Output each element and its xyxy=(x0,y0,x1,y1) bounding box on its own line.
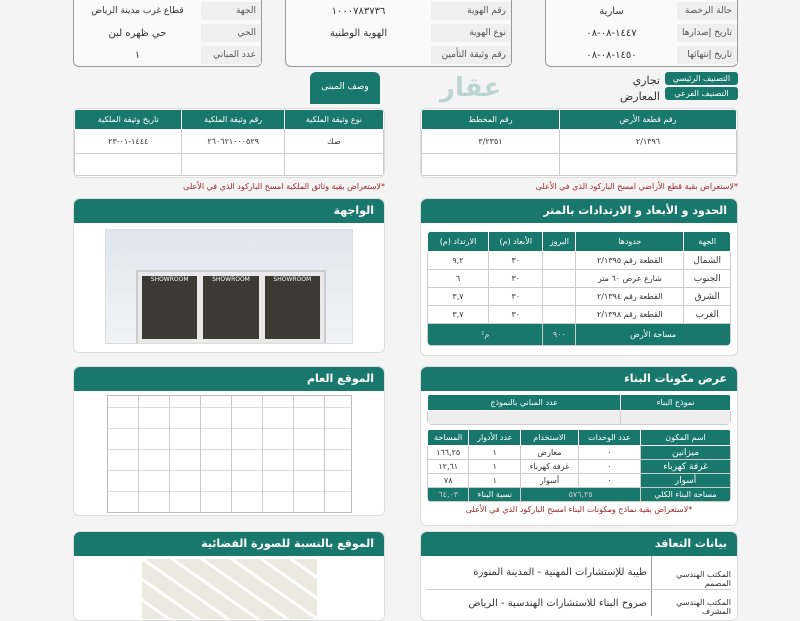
table-cell: ٠ xyxy=(578,474,640,488)
table-cell: أسوار xyxy=(641,474,731,488)
location-box xyxy=(73,0,262,67)
table-cell: أسوار xyxy=(521,474,579,488)
expiry-date: ١٤٥٠-٠٨-٠٨ xyxy=(586,49,637,61)
main-class-label: التصنيف الرئيسي xyxy=(665,72,738,85)
col-header: رقم قطعة الأرض xyxy=(559,110,736,130)
table-cell: ٣,٧ xyxy=(428,306,489,324)
label: المكتب الهندسي المشرف xyxy=(651,590,731,616)
table-cell: ٣٠ xyxy=(489,252,543,270)
col-header: عدد المباني بالنموذج xyxy=(428,395,621,411)
col-header: حدودها xyxy=(576,232,684,252)
components-panel xyxy=(420,366,738,526)
col-header: اسم المكون xyxy=(641,430,731,446)
plot-number: ٢/١٣٩٦ xyxy=(559,130,736,154)
boundaries-panel xyxy=(420,198,738,356)
table-cell: القطعة رقم ٢/١٣٩٨ xyxy=(576,306,684,324)
label: رقم وثيقة التأمين xyxy=(431,46,511,64)
owner-box xyxy=(285,0,512,67)
table-cell: ١ xyxy=(469,460,521,474)
empty-cell xyxy=(75,154,182,176)
table-cell: غرفة كهرباء xyxy=(521,460,579,474)
contract-title: بيانات التعاقد xyxy=(421,532,737,556)
empty-cell xyxy=(621,411,731,425)
district: حي ظهره لبن xyxy=(108,27,167,39)
satellite-panel xyxy=(73,531,385,621)
table-cell: ميزانين xyxy=(641,446,731,460)
sub-class-label: التصنيف الفرعي xyxy=(665,87,738,100)
sub-class: المعارض xyxy=(619,90,660,103)
classification-values xyxy=(570,73,660,105)
table-cell: ٠ xyxy=(578,446,640,460)
empty-cell xyxy=(422,154,560,176)
issue-date: ١٤٤٧-٠٨-٠٨ xyxy=(586,27,637,39)
designer-office: طيبة للإستشارات المهنية - المدينة المنورة xyxy=(473,567,647,578)
table-cell: ٩,٢ xyxy=(428,252,489,270)
facade-title: الواجهة xyxy=(74,199,384,223)
empty-cell xyxy=(428,411,621,425)
table-cell: الشمال xyxy=(684,252,731,270)
col-header: رقم وثيقة الملكية xyxy=(182,110,284,130)
label: تاريخ إصدارها xyxy=(677,24,737,42)
table-cell: ٣٠ xyxy=(489,306,543,324)
tab-building-description[interactable]: وصف المبنى xyxy=(310,72,380,104)
components-table xyxy=(427,429,731,502)
col-header: رقم المخطط xyxy=(422,110,560,130)
table-cell: ١٦٦,٢٥ xyxy=(428,446,469,460)
main-class: تجاري xyxy=(632,74,660,87)
land-note: *لاستعراض بقية قطع الأراضي امسح الباركود الذي في الأعلى xyxy=(535,182,738,191)
table-cell: ٣,٧ xyxy=(428,288,489,306)
ratio-label: نسبة البناء xyxy=(469,488,521,502)
table-cell: ٧٨ xyxy=(428,474,469,488)
table-cell: ١ xyxy=(469,474,521,488)
table-cell xyxy=(543,288,576,306)
table-cell xyxy=(543,270,576,288)
area-label: مساحة الأرض xyxy=(576,324,731,346)
col-header: البروز xyxy=(543,232,576,252)
components-note: *لاستعراض بقية نماذج ومكونات البناء امسح الباركود الذي في الأعلى xyxy=(465,505,693,514)
facade-image xyxy=(105,229,353,344)
col-header: نموذج البناء xyxy=(621,395,731,411)
table-cell: ١ xyxy=(469,446,521,460)
build-ratio: ٦٤,٠٣ xyxy=(428,488,469,502)
plan-number: ٣/٢٣٥١ xyxy=(422,130,560,154)
col-header: الجهة xyxy=(684,232,731,252)
total-label: مساحة البناء الكلي xyxy=(641,488,731,502)
authority: قطاع غرب مدينة الرياض xyxy=(91,6,184,16)
label: الحي xyxy=(201,24,261,42)
table-cell: الجنوب xyxy=(684,270,731,288)
table-cell: الشرق xyxy=(684,288,731,306)
site-plan-drawing xyxy=(107,395,352,513)
license-status: سارية xyxy=(599,5,624,17)
table-cell: القطعة رقم ٢/١٣٩٤ xyxy=(576,288,684,306)
col-header: تاريخ وثيقة الملكية xyxy=(75,110,182,130)
empty-cell xyxy=(559,154,736,176)
table-row xyxy=(428,446,731,460)
table-cell: ٣٠ xyxy=(489,288,543,306)
watermark: عقار xyxy=(440,73,502,103)
table-cell: ٦ xyxy=(428,270,489,288)
label: المكتب الهندسي المصمم xyxy=(651,556,731,589)
satellite-image xyxy=(142,559,317,619)
empty-cell xyxy=(284,154,383,176)
table-cell: ٠ xyxy=(578,460,640,474)
id-type: الهوية الوطنية xyxy=(329,27,388,39)
deed-table xyxy=(73,108,385,178)
deed-note: *لاستعراض بقية وثائق الملكية امسح الباركود الذي في الأعلى xyxy=(183,182,385,191)
table-cell: القطعة رقم ٢/١٣٩٥ xyxy=(576,252,684,270)
land-area: ٩٠٠ xyxy=(543,324,576,346)
total-area: ٥٧٦,٢٥ xyxy=(521,488,641,502)
label: الجهة xyxy=(201,2,261,20)
supervisor-office: صروح البناء للاستشارات الهندسية - الرياض xyxy=(468,597,647,609)
col-header: نوع وثيقة الملكية xyxy=(284,110,383,130)
site-plan-title: الموقع العام xyxy=(74,367,384,391)
table-cell: ٣٠ xyxy=(489,270,543,288)
table-row xyxy=(428,474,731,488)
buildings-count: ١ xyxy=(134,49,141,61)
table-cell: معارض xyxy=(521,446,579,460)
table-row xyxy=(428,306,731,324)
contract-panel xyxy=(420,531,738,621)
site-plan-panel xyxy=(73,366,385,516)
land-table xyxy=(420,108,738,178)
area-unit: م² xyxy=(428,324,543,346)
col-header: عدد الوحدات xyxy=(578,430,640,446)
showroom-sign: SHOWROOM xyxy=(265,276,320,339)
col-header: الارتداد (م) xyxy=(428,232,489,252)
deed-number: ٢٦٠٦٢١٠٠٠٥٢٩ xyxy=(182,130,284,154)
facade-panel xyxy=(73,198,385,353)
boundaries-title: الحدود و الأبعاد و الارتدادات بالمتر xyxy=(421,199,737,223)
deed-type: صك xyxy=(284,130,383,154)
table-row xyxy=(428,270,731,288)
boundaries-table xyxy=(427,231,731,346)
label: حالة الرخصة xyxy=(677,2,737,20)
table-cell: الغرب xyxy=(684,306,731,324)
table-cell: شارع عرض ٦٠ متر xyxy=(576,270,684,288)
col-header: الاستخدام xyxy=(521,430,579,446)
label: رقم الهوية xyxy=(431,2,511,20)
col-header: عدد الأدوار xyxy=(469,430,521,446)
components-title: عرض مكونات البناء xyxy=(421,367,737,391)
table-cell: ١٢,٦١ xyxy=(428,460,469,474)
model-table xyxy=(427,394,731,425)
col-header: المساحة xyxy=(428,430,469,446)
satellite-title: الموقع بالنسبة للصورة الفضائية xyxy=(74,532,384,556)
col-header: الأبعاد (م) xyxy=(489,232,543,252)
showroom-sign: SHOWROOM xyxy=(203,276,258,339)
label: عدد المباني xyxy=(201,46,261,64)
table-row xyxy=(428,460,731,474)
table-row xyxy=(428,288,731,306)
table-row xyxy=(428,252,731,270)
deed-date: ١٤٤٤-٠١-٢٣ xyxy=(75,130,182,154)
table-cell xyxy=(543,306,576,324)
id-number: ١٠٠٠٧٨٣٧٣٦ xyxy=(331,5,386,17)
empty-cell xyxy=(182,154,284,176)
classification-labels xyxy=(665,72,738,102)
table-cell: غرفة كهرباء xyxy=(641,460,731,474)
showroom-sign: SHOWROOM xyxy=(142,276,197,339)
label: نوع الهوية xyxy=(431,24,511,42)
label: تاريخ إنتهائها xyxy=(677,46,737,64)
license-box xyxy=(545,0,738,67)
table-cell xyxy=(543,252,576,270)
